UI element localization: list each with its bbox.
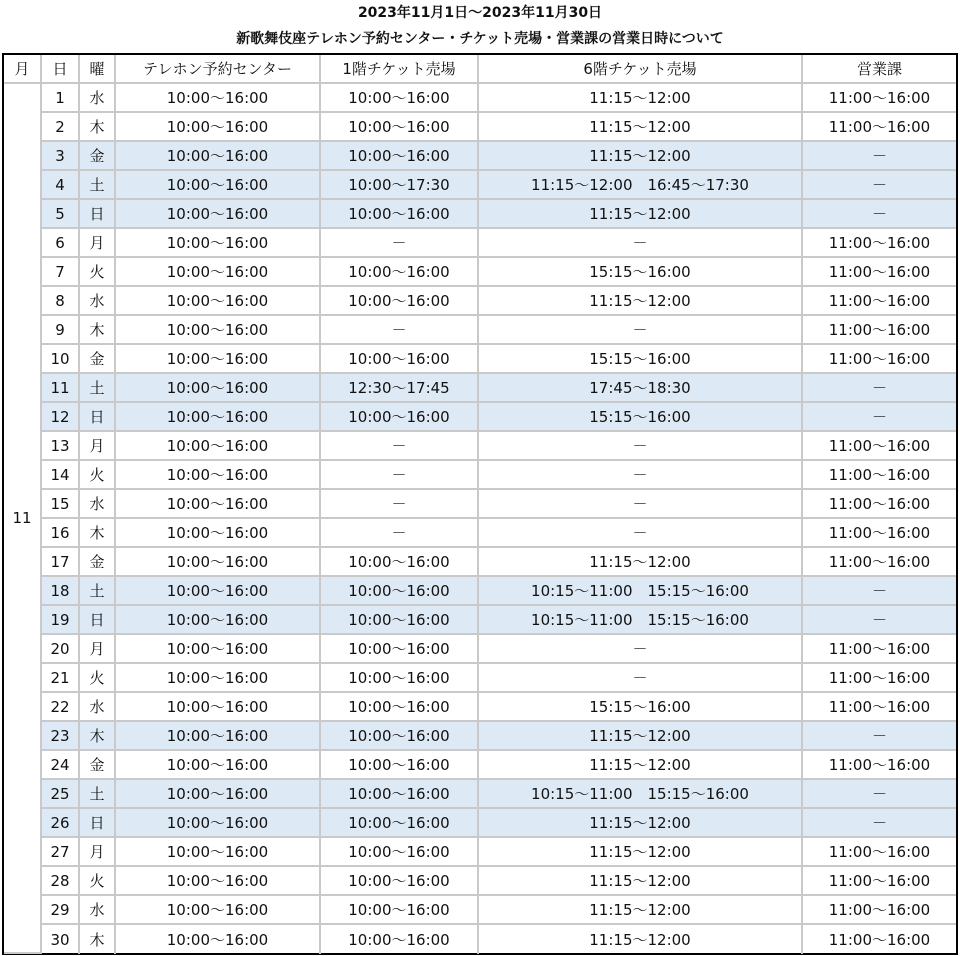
day-cell: 14 <box>42 461 80 490</box>
telephone-center-hours-cell: 10:00～16:00 <box>116 345 321 374</box>
floor6-ticket-hours-cell: － <box>479 316 803 345</box>
table-row <box>4 490 956 519</box>
floor6-ticket-hours-cell: 17:45～18:30 <box>479 374 803 403</box>
floor1-ticket-hours-cell: 10:00～16:00 <box>321 84 479 113</box>
floor1-ticket-hours-cell: 10:00～16:00 <box>321 606 479 635</box>
telephone-center-hours-cell: 10:00～16:00 <box>116 200 321 229</box>
sales-dept-hours-cell: 11:00～16:00 <box>803 867 956 896</box>
floor6-ticket-hours-cell: 11:15～12:00 <box>479 142 803 171</box>
floor6-ticket-hours-cell: 10:15～11:00 15:15～16:00 <box>479 780 803 809</box>
telephone-center-hours-cell: 10:00～16:00 <box>116 838 321 867</box>
weekday-cell: 水 <box>80 287 116 316</box>
table-row <box>4 519 956 548</box>
floor1-ticket-hours-cell: 10:00～16:00 <box>321 693 479 722</box>
sales-dept-hours-cell: 11:00～16:00 <box>803 84 956 113</box>
telephone-center-hours-cell: 10:00～16:00 <box>116 722 321 751</box>
sales-dept-hours-cell: － <box>803 142 956 171</box>
weekday-cell: 火 <box>80 258 116 287</box>
table-row <box>4 867 956 896</box>
floor6-ticket-hours-cell: 15:15～16:00 <box>479 403 803 432</box>
weekday-cell: 土 <box>80 780 116 809</box>
floor6-ticket-hours-cell: 10:15～11:00 15:15～16:00 <box>479 577 803 606</box>
table-row <box>4 171 956 200</box>
day-cell: 2 <box>42 113 80 142</box>
weekday-cell: 木 <box>80 722 116 751</box>
day-cell: 19 <box>42 606 80 635</box>
day-cell: 6 <box>42 229 80 258</box>
telephone-center-hours-cell: 10:00～16:00 <box>116 519 321 548</box>
table-row <box>4 258 956 287</box>
sales-dept-hours-cell: 11:00～16:00 <box>803 693 956 722</box>
day-cell: 13 <box>42 432 80 461</box>
sales-dept-hours-cell: 11:00～16:00 <box>803 664 956 693</box>
table-row <box>4 664 956 693</box>
weekday-cell: 日 <box>80 200 116 229</box>
sales-dept-hours-cell: － <box>803 200 956 229</box>
floor6-ticket-hours-cell: 11:15～12:00 <box>479 751 803 780</box>
date-range-title: 2023年11月1日～2023年11月30日 <box>357 5 603 21</box>
floor1-ticket-hours-cell: 10:00～16:00 <box>321 925 479 954</box>
weekday-cell: 月 <box>80 838 116 867</box>
weekday-cell: 月 <box>80 635 116 664</box>
day-cell: 3 <box>42 142 80 171</box>
telephone-center-hours-cell: 10:00～16:00 <box>116 84 321 113</box>
telephone-center-hours-cell: 10:00～16:00 <box>116 490 321 519</box>
floor1-ticket-hours-cell: 10:00～16:00 <box>321 809 479 838</box>
telephone-center-hours-cell: 10:00～16:00 <box>116 113 321 142</box>
sales-dept-hours-cell: 11:00～16:00 <box>803 113 956 142</box>
floor1-ticket-hours-cell: 10:00～16:00 <box>321 200 479 229</box>
table-row <box>4 374 956 403</box>
weekday-cell: 月 <box>80 432 116 461</box>
day-cell: 5 <box>42 200 80 229</box>
weekday-cell: 金 <box>80 142 116 171</box>
day-cell: 27 <box>42 838 80 867</box>
table-row <box>4 780 956 809</box>
day-cell: 11 <box>42 374 80 403</box>
col-header-weekday: 曜 <box>80 55 116 84</box>
table-row <box>4 200 956 229</box>
floor6-ticket-hours-cell: 15:15～16:00 <box>479 693 803 722</box>
telephone-center-hours-cell: 10:00～16:00 <box>116 374 321 403</box>
floor6-ticket-hours-cell: － <box>479 461 803 490</box>
telephone-center-hours-cell: 10:00～16:00 <box>116 780 321 809</box>
weekday-cell: 木 <box>80 113 116 142</box>
floor1-ticket-hours-cell: 10:00～16:00 <box>321 345 479 374</box>
telephone-center-hours-cell: 10:00～16:00 <box>116 403 321 432</box>
table-row <box>4 809 956 838</box>
col-header-6f-ticket-office: 6階チケット売場 <box>479 55 803 84</box>
header-row <box>4 55 956 84</box>
floor1-ticket-hours-cell: 10:00～16:00 <box>321 635 479 664</box>
weekday-cell: 火 <box>80 867 116 896</box>
table-row <box>4 896 956 925</box>
table-row <box>4 432 956 461</box>
table-body <box>4 84 956 954</box>
day-cell: 12 <box>42 403 80 432</box>
telephone-center-hours-cell: 10:00～16:00 <box>116 896 321 925</box>
col-header-day: 日 <box>42 55 80 84</box>
floor6-ticket-hours-cell: 11:15～12:00 <box>479 809 803 838</box>
floor1-ticket-hours-cell: 10:00～16:00 <box>321 896 479 925</box>
day-cell: 9 <box>42 316 80 345</box>
sales-dept-hours-cell: － <box>803 374 956 403</box>
floor1-ticket-hours-cell: 10:00～16:00 <box>321 113 479 142</box>
floor6-ticket-hours-cell: 10:15～11:00 15:15～16:00 <box>479 606 803 635</box>
telephone-center-hours-cell: 10:00～16:00 <box>116 171 321 200</box>
sales-dept-hours-cell: － <box>803 809 956 838</box>
floor1-ticket-hours-cell: 10:00～17:30 <box>321 171 479 200</box>
sales-dept-hours-cell: 11:00～16:00 <box>803 751 956 780</box>
day-cell: 21 <box>42 664 80 693</box>
day-cell: 10 <box>42 345 80 374</box>
floor6-ticket-hours-cell: － <box>479 635 803 664</box>
day-cell: 16 <box>42 519 80 548</box>
table-row <box>4 577 956 606</box>
floor1-ticket-hours-cell: 10:00～16:00 <box>321 751 479 780</box>
floor6-ticket-hours-cell: 15:15～16:00 <box>479 258 803 287</box>
floor1-ticket-hours-cell: － <box>321 432 479 461</box>
telephone-center-hours-cell: 10:00～16:00 <box>116 635 321 664</box>
floor1-ticket-hours-cell: － <box>321 519 479 548</box>
sales-dept-hours-cell: － <box>803 606 956 635</box>
telephone-center-hours-cell: 10:00～16:00 <box>116 809 321 838</box>
floor6-ticket-hours-cell: 11:15～12:00 <box>479 287 803 316</box>
floor1-ticket-hours-cell: 10:00～16:00 <box>321 142 479 171</box>
table-row <box>4 316 956 345</box>
sales-dept-hours-cell: 11:00～16:00 <box>803 635 956 664</box>
day-cell: 29 <box>42 896 80 925</box>
day-cell: 18 <box>42 577 80 606</box>
col-header-telephone-center: テレホン予約センター <box>116 55 321 84</box>
telephone-center-hours-cell: 10:00～16:00 <box>116 142 321 171</box>
floor1-ticket-hours-cell: 10:00～16:00 <box>321 780 479 809</box>
weekday-cell: 日 <box>80 809 116 838</box>
floor1-ticket-hours-cell: 10:00～16:00 <box>321 258 479 287</box>
floor6-ticket-hours-cell: 11:15～12:00 <box>479 84 803 113</box>
sales-dept-hours-cell: 11:00～16:00 <box>803 316 956 345</box>
weekday-cell: 火 <box>80 664 116 693</box>
sales-dept-hours-cell: 11:00～16:00 <box>803 432 956 461</box>
col-header-sales-dept: 営業課 <box>803 55 956 84</box>
weekday-cell: 土 <box>80 374 116 403</box>
day-cell: 4 <box>42 171 80 200</box>
floor6-ticket-hours-cell: － <box>479 664 803 693</box>
table-row <box>4 838 956 867</box>
schedule-table <box>4 55 956 954</box>
weekday-cell: 土 <box>80 171 116 200</box>
table-row <box>4 287 956 316</box>
table-row <box>4 606 956 635</box>
weekday-cell: 金 <box>80 345 116 374</box>
floor1-ticket-hours-cell: － <box>321 229 479 258</box>
weekday-cell: 水 <box>80 84 116 113</box>
telephone-center-hours-cell: 10:00～16:00 <box>116 316 321 345</box>
table-row <box>4 229 956 258</box>
weekday-cell: 日 <box>80 606 116 635</box>
sales-dept-hours-cell: 11:00～16:00 <box>803 548 956 577</box>
telephone-center-hours-cell: 10:00～16:00 <box>116 548 321 577</box>
floor6-ticket-hours-cell: 11:15～12:00 <box>479 113 803 142</box>
weekday-cell: 木 <box>80 925 116 954</box>
telephone-center-hours-cell: 10:00～16:00 <box>116 432 321 461</box>
sales-dept-hours-cell: 11:00～16:00 <box>803 896 956 925</box>
floor6-ticket-hours-cell: 11:15～12:00 <box>479 896 803 925</box>
telephone-center-hours-cell: 10:00～16:00 <box>116 229 321 258</box>
page-title: 新歌舞伎座テレホン予約センター・チケット売場・営業課の営業日時について <box>236 31 724 47</box>
table-row <box>4 693 956 722</box>
telephone-center-hours-cell: 10:00～16:00 <box>116 693 321 722</box>
table-row <box>4 548 956 577</box>
sales-dept-hours-cell: 11:00～16:00 <box>803 461 956 490</box>
floor1-ticket-hours-cell: 10:00～16:00 <box>321 287 479 316</box>
floor6-ticket-hours-cell: 11:15～12:00 <box>479 200 803 229</box>
floor6-ticket-hours-cell: － <box>479 519 803 548</box>
sales-dept-hours-cell: 11:00～16:00 <box>803 287 956 316</box>
day-cell: 26 <box>42 809 80 838</box>
floor1-ticket-hours-cell: 10:00～16:00 <box>321 722 479 751</box>
telephone-center-hours-cell: 10:00～16:00 <box>116 751 321 780</box>
floor1-ticket-hours-cell: － <box>321 490 479 519</box>
floor6-ticket-hours-cell: 11:15～12:00 <box>479 722 803 751</box>
floor6-ticket-hours-cell: 15:15～16:00 <box>479 345 803 374</box>
floor1-ticket-hours-cell: 10:00～16:00 <box>321 403 479 432</box>
floor6-ticket-hours-cell: 11:15～12:00 <box>479 867 803 896</box>
day-cell: 23 <box>42 722 80 751</box>
day-cell: 8 <box>42 287 80 316</box>
sales-dept-hours-cell: － <box>803 403 956 432</box>
sales-dept-hours-cell: － <box>803 171 956 200</box>
weekday-cell: 水 <box>80 693 116 722</box>
telephone-center-hours-cell: 10:00～16:00 <box>116 606 321 635</box>
day-cell: 20 <box>42 635 80 664</box>
floor1-ticket-hours-cell: － <box>321 461 479 490</box>
telephone-center-hours-cell: 10:00～16:00 <box>116 867 321 896</box>
floor6-ticket-hours-cell: － <box>479 490 803 519</box>
weekday-cell: 水 <box>80 896 116 925</box>
table-row <box>4 142 956 171</box>
floor1-ticket-hours-cell: － <box>321 316 479 345</box>
day-cell: 28 <box>42 867 80 896</box>
sales-dept-hours-cell: 11:00～16:00 <box>803 838 956 867</box>
floor1-ticket-hours-cell: 10:00～16:00 <box>321 867 479 896</box>
telephone-center-hours-cell: 10:00～16:00 <box>116 461 321 490</box>
day-cell: 1 <box>42 84 80 113</box>
floor6-ticket-hours-cell: 11:15～12:00 16:45～17:30 <box>479 171 803 200</box>
telephone-center-hours-cell: 10:00～16:00 <box>116 664 321 693</box>
floor1-ticket-hours-cell: 10:00～16:00 <box>321 838 479 867</box>
telephone-center-hours-cell: 10:00～16:00 <box>116 258 321 287</box>
day-cell: 25 <box>42 780 80 809</box>
floor1-ticket-hours-cell: 10:00～16:00 <box>321 664 479 693</box>
floor1-ticket-hours-cell: 10:00～16:00 <box>321 577 479 606</box>
floor6-ticket-hours-cell: 11:15～12:00 <box>479 838 803 867</box>
table-row <box>4 751 956 780</box>
day-cell: 22 <box>42 693 80 722</box>
sales-dept-hours-cell: － <box>803 780 956 809</box>
weekday-cell: 木 <box>80 316 116 345</box>
weekday-cell: 日 <box>80 403 116 432</box>
weekday-cell: 金 <box>80 751 116 780</box>
floor1-ticket-hours-cell: 10:00～16:00 <box>321 548 479 577</box>
table-row <box>4 113 956 142</box>
sales-dept-hours-cell: 11:00～16:00 <box>803 229 956 258</box>
weekday-cell: 水 <box>80 490 116 519</box>
table-row <box>4 345 956 374</box>
month-cell: 11 <box>4 84 42 954</box>
weekday-cell: 木 <box>80 519 116 548</box>
col-header-1f-ticket-office: 1階チケット売場 <box>321 55 479 84</box>
weekday-cell: 月 <box>80 229 116 258</box>
day-cell: 30 <box>42 925 80 954</box>
day-cell: 15 <box>42 490 80 519</box>
schedule-table-frame <box>2 53 958 955</box>
telephone-center-hours-cell: 10:00～16:00 <box>116 577 321 606</box>
day-cell: 7 <box>42 258 80 287</box>
telephone-center-hours-cell: 10:00～16:00 <box>116 287 321 316</box>
sales-dept-hours-cell: 11:00～16:00 <box>828 931 931 949</box>
table-row <box>4 403 956 432</box>
table-row <box>4 722 956 751</box>
floor6-ticket-hours-cell: 11:15～12:00 <box>479 548 803 577</box>
sales-dept-hours-cell: － <box>803 722 956 751</box>
floor6-ticket-hours-cell: － <box>479 229 803 258</box>
telephone-center-hours-cell: 10:00～16:00 <box>116 925 321 954</box>
sales-dept-hours-cell: 11:00～16:00 <box>803 519 956 548</box>
sales-dept-hours-cell: － <box>803 577 956 606</box>
col-header-month: 月 <box>4 55 42 84</box>
sales-dept-hours-cell: 11:00～16:00 <box>803 258 956 287</box>
table-row <box>4 84 956 113</box>
table-row <box>4 461 956 490</box>
sales-dept-hours-cell: 11:00～16:00 <box>803 490 956 519</box>
table-row <box>4 925 956 954</box>
table-row <box>4 635 956 664</box>
floor6-ticket-hours-cell: 11:15～12:00 <box>479 925 803 954</box>
day-cell: 17 <box>42 548 80 577</box>
floor6-ticket-hours-cell: － <box>479 432 803 461</box>
weekday-cell: 火 <box>80 461 116 490</box>
weekday-cell: 土 <box>80 577 116 606</box>
weekday-cell: 金 <box>80 548 116 577</box>
day-cell: 24 <box>42 751 80 780</box>
sales-dept-hours-cell: 11:00～16:00 <box>803 345 956 374</box>
floor1-ticket-hours-cell: 12:30～17:45 <box>321 374 479 403</box>
